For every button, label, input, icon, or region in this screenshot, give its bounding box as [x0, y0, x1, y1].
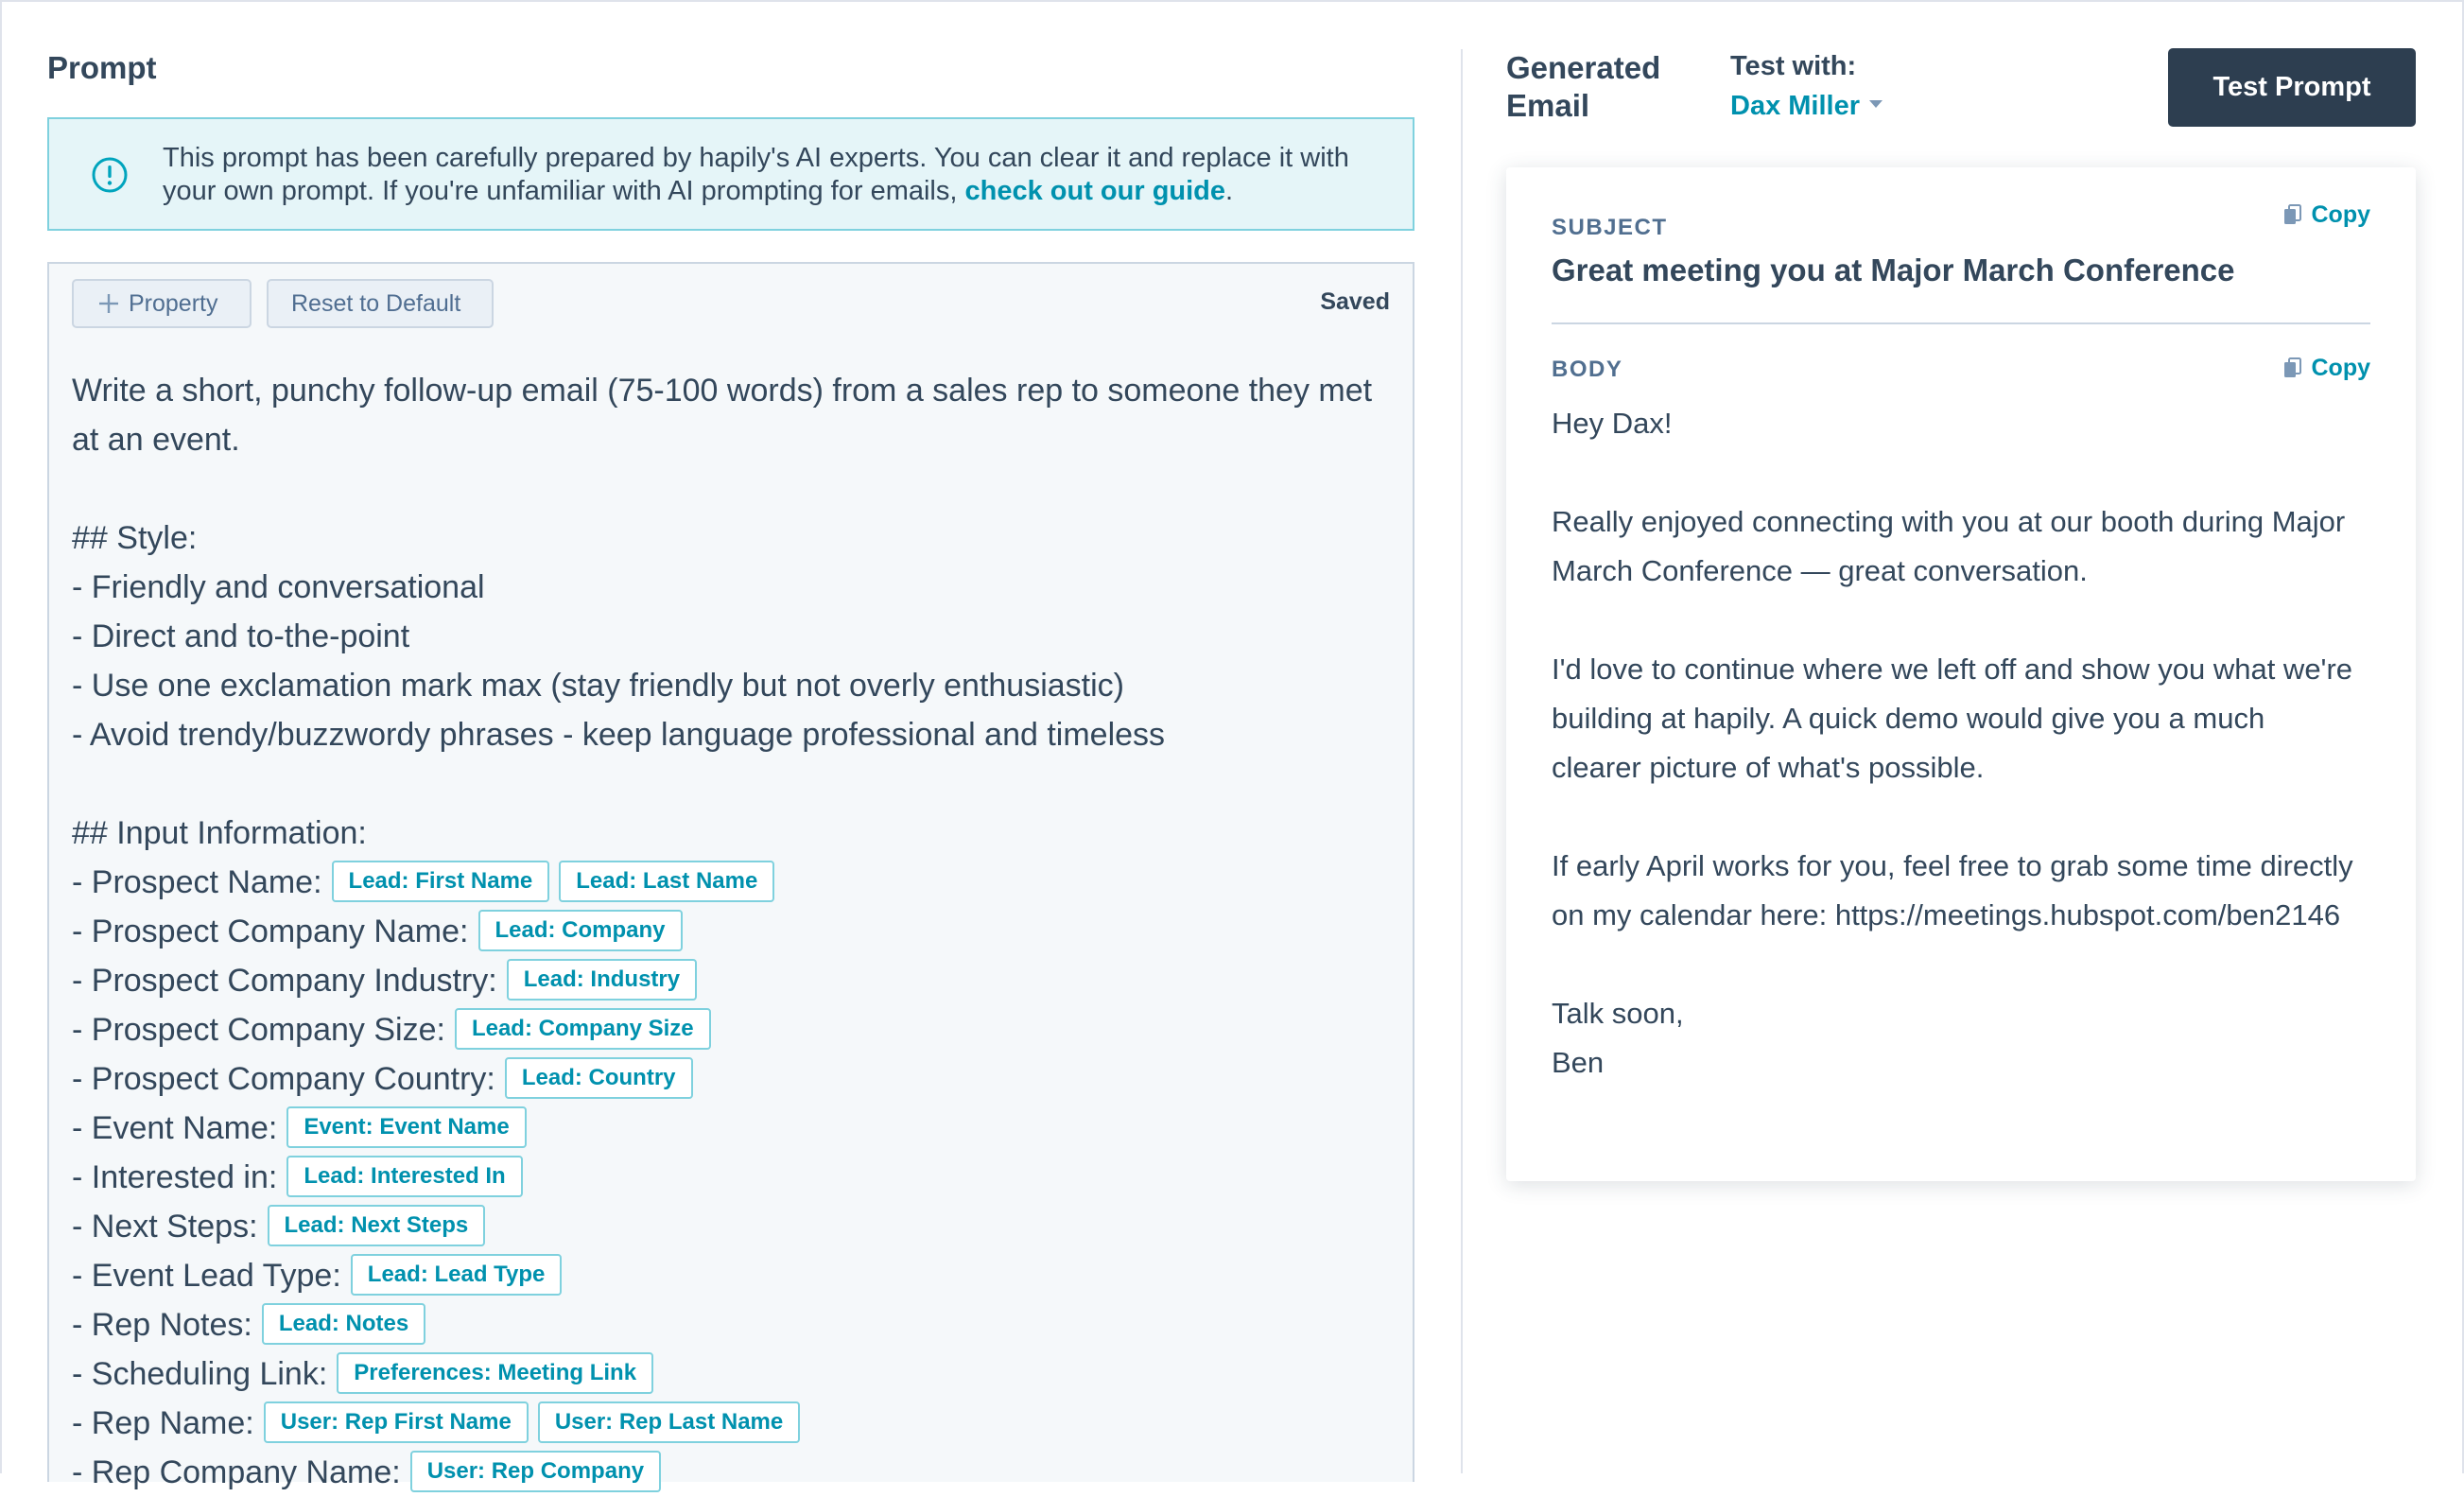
property-token[interactable]: Lead: First Name — [332, 861, 550, 902]
test-with-value: Dax Miller — [1730, 91, 1860, 121]
copy-subject-button[interactable] — [2283, 201, 2371, 229]
input-item — [72, 956, 1384, 1005]
notice-text — [163, 142, 1356, 208]
email-body-line — [1552, 448, 2359, 497]
email-body-line: Ben — [1552, 1046, 1605, 1079]
copy-subject-label: Copy — [2311, 201, 2370, 228]
copy-icon — [2283, 357, 2302, 380]
caret-down-icon — [1869, 100, 1883, 108]
property-token[interactable]: Lead: Notes — [262, 1303, 425, 1345]
input-item — [72, 1251, 1384, 1300]
input-item-label: - Scheduling Link: — [72, 1356, 328, 1392]
input-item — [72, 1005, 1384, 1054]
email-body-line: If early April works for you, feel free to grab some time directly on my calendar here: https://meetings.hubspot.com/ben2146 — [1552, 849, 2353, 931]
input-item-label: - Rep Company Name: — [72, 1454, 401, 1490]
style-item: - Use one exclamation mark max (stay friendly but not overly enthusiastic) — [72, 668, 1125, 704]
add-property-button[interactable] — [72, 279, 252, 328]
email-body-line: I'd love to continue where we left off and show you what we're building at hapily. A quick demo would give you a much clearer picture of what's possible. — [1552, 653, 2353, 784]
style-list — [72, 563, 1384, 759]
property-token[interactable]: Preferences: Meeting Link — [337, 1352, 653, 1394]
guide-link[interactable]: check out our guide — [964, 176, 1226, 206]
property-token[interactable]: Lead: Industry — [507, 959, 697, 1001]
input-item-label: - Prospect Company Country: — [72, 1061, 495, 1097]
plus-icon — [98, 293, 119, 314]
input-item-label: - Next Steps: — [72, 1209, 258, 1245]
test-with-dropdown[interactable] — [1730, 91, 1883, 122]
notice-end: . — [1225, 176, 1234, 206]
prompt-title: Prompt — [47, 50, 157, 85]
email-body-line — [1552, 940, 2359, 989]
email-body-line — [1552, 596, 2359, 645]
input-heading: ## Input Information: — [72, 815, 367, 851]
body-label: BODY — [1552, 357, 1623, 382]
email-body-line — [1552, 792, 2359, 842]
input-item — [72, 858, 1384, 907]
copy-icon — [2283, 204, 2302, 227]
prompt-notice — [47, 117, 1414, 231]
property-token[interactable]: Lead: Company Size — [455, 1008, 711, 1050]
input-item-label: - Prospect Name: — [72, 864, 322, 900]
input-item-label: - Rep Notes: — [72, 1307, 252, 1343]
input-list — [72, 858, 1384, 1497]
input-item — [72, 1300, 1384, 1349]
input-item — [72, 1104, 1384, 1153]
input-item — [72, 1153, 1384, 1202]
email-body — [1552, 399, 2359, 1088]
editor-toolbar — [72, 279, 1390, 328]
save-status: Saved — [1320, 288, 1390, 315]
input-item-label: - Event Name: — [72, 1110, 278, 1146]
add-property-label: Property — [129, 290, 218, 317]
email-body-line: Really enjoyed connecting with you at our booth during Major March Conference — great conversation. — [1552, 505, 2346, 587]
email-subject: Great meeting you at Major March Conference — [1552, 252, 2235, 287]
input-item-label: - Prospect Company Name: — [72, 914, 469, 949]
reset-to-default-button[interactable]: Reset to Default — [267, 279, 494, 328]
subject-divider — [1552, 322, 2370, 324]
property-token[interactable]: Lead: Lead Type — [351, 1254, 563, 1296]
test-prompt-button[interactable]: Test Prompt — [2168, 48, 2416, 127]
input-item-label: - Rep Name: — [72, 1405, 254, 1441]
info-icon — [91, 156, 129, 194]
subject-label: SUBJECT — [1552, 215, 1668, 240]
input-item — [72, 1399, 1384, 1448]
property-token[interactable]: Lead: Last Name — [559, 861, 774, 902]
blank-line — [72, 464, 1384, 514]
input-item — [72, 1349, 1384, 1399]
style-heading: ## Style: — [72, 520, 198, 556]
generated-title-line-1: Generated — [1506, 50, 1661, 85]
generated-title-line-2: Email — [1506, 88, 1590, 123]
email-body-line: Talk soon, — [1552, 997, 1684, 1030]
copy-body-label: Copy — [2311, 355, 2370, 381]
property-token[interactable]: Lead: Interested In — [286, 1156, 522, 1197]
prompt-editor[interactable] — [47, 262, 1414, 1490]
email-preview-card — [1506, 167, 2416, 1181]
property-token[interactable]: User: Rep First Name — [264, 1401, 529, 1443]
input-item — [72, 1202, 1384, 1251]
prompt-text[interactable] — [72, 366, 1384, 1497]
style-item: - Direct and to-the-point — [72, 618, 410, 654]
column-divider — [1461, 49, 1463, 1473]
property-token[interactable]: Lead: Country — [505, 1057, 693, 1099]
property-token[interactable]: User: Rep Company — [410, 1451, 661, 1492]
input-item — [72, 1054, 1384, 1104]
input-item-label: - Interested in: — [72, 1159, 278, 1195]
notice-message: This prompt has been carefully prepared by hapily's AI experts. You can clear it and replace it with your own prompt. If you're unfamiliar with AI prompting for emails, — [163, 143, 1349, 206]
property-token[interactable]: Lead: Company — [478, 910, 683, 951]
property-token[interactable]: Event: Event Name — [286, 1106, 526, 1148]
input-item — [72, 1448, 1384, 1497]
input-item-label: - Prospect Company Size: — [72, 1012, 445, 1048]
test-with-label: Test with: — [1730, 51, 1857, 81]
copy-body-button[interactable] — [2283, 355, 2371, 382]
property-token[interactable]: User: Rep Last Name — [538, 1401, 800, 1443]
input-item-label: - Prospect Company Industry: — [72, 963, 497, 999]
prompt-intro: Write a short, punchy follow-up email (75-100 words) from a sales rep to someone they met at an event. — [72, 373, 1373, 458]
email-body-line: Hey Dax! — [1552, 407, 1673, 440]
property-token[interactable]: Lead: Next Steps — [268, 1205, 486, 1246]
style-item: - Friendly and conversational — [72, 569, 485, 605]
prompt-panel — [47, 49, 1414, 1490]
style-item: - Avoid trendy/buzzwordy phrases - keep language professional and timeless — [72, 717, 1166, 753]
blank-line — [72, 759, 1384, 809]
input-item — [72, 907, 1384, 956]
input-item-label: - Event Lead Type: — [72, 1258, 341, 1294]
generated-email-title — [1506, 49, 1660, 125]
